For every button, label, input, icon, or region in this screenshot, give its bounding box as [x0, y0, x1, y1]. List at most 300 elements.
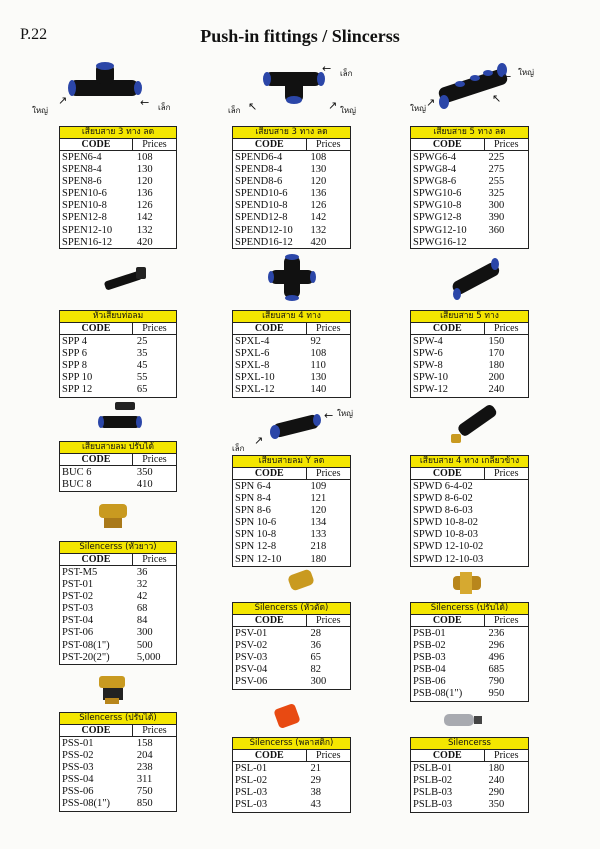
table-row — [411, 188, 528, 200]
table-title: Silencerss (หัวตัด) — [233, 603, 350, 615]
table-title: เสียบสาย 3 ทาง ลด — [60, 127, 176, 139]
product-price: 108 — [310, 348, 327, 360]
arrow-icon: ↗ — [58, 94, 68, 107]
table-row — [60, 212, 176, 224]
product-price: 36 — [136, 567, 148, 578]
product-code: PSS-02 — [62, 750, 94, 762]
product-code: SPP 6 — [62, 348, 88, 360]
product-price: 36 — [310, 640, 322, 652]
callout-small: เล็ก — [232, 444, 245, 453]
product-price: 410 — [136, 479, 153, 491]
table-row — [60, 188, 176, 200]
table-row — [233, 529, 350, 541]
arrow-icon: ↗ — [328, 99, 338, 112]
arrow-icon: ↗ — [426, 96, 436, 109]
product-price: 290 — [488, 787, 505, 799]
table-row — [233, 640, 350, 652]
product-price: 108 — [310, 152, 327, 163]
product-price: 420 — [310, 236, 327, 248]
manifold-image — [445, 252, 505, 306]
product-code: SPEND8-6 — [235, 176, 283, 188]
table-body — [411, 480, 528, 566]
table-row — [411, 640, 528, 652]
product-price: 238 — [136, 762, 153, 774]
product-price: 300 — [488, 200, 505, 212]
product-code: BUC 6 — [62, 467, 92, 478]
callout-big: ใหญ่ — [340, 106, 356, 115]
price-table — [410, 455, 529, 567]
product-price: 204 — [136, 750, 153, 762]
code-header: CODE — [233, 750, 307, 761]
table-title: เสียบสาย 4 ทาง เกลียวข้าง — [411, 456, 528, 468]
product-price — [486, 554, 528, 566]
product-price: 685 — [488, 664, 505, 676]
product-code: SPWG16-12 — [413, 236, 467, 248]
product-code: PST-20(2") — [62, 651, 110, 663]
table-row — [411, 384, 528, 396]
table-row — [411, 493, 528, 505]
table-row — [233, 554, 350, 566]
product-price: 140 — [310, 384, 327, 396]
prices-header: Prices — [494, 139, 519, 150]
product-code: SPEN12-10 — [62, 224, 113, 236]
table-header — [60, 554, 176, 566]
product-code: SPEND16-12 — [235, 236, 293, 248]
product-code: SPWD 12-10-03 — [413, 553, 484, 565]
product-price: 150 — [488, 336, 505, 347]
table-row — [60, 738, 176, 750]
product-price: 43 — [310, 799, 322, 811]
price-table — [232, 455, 351, 567]
product-code: PSV-02 — [235, 640, 268, 652]
price-table — [59, 126, 177, 249]
table-row — [60, 348, 176, 360]
product-price: 68 — [136, 603, 148, 615]
table-row — [233, 481, 350, 493]
product-price: 133 — [310, 529, 327, 541]
product-code: PSS-08(1") — [62, 798, 111, 810]
product-price: 120 — [310, 505, 327, 517]
product-code: SPEN10-6 — [62, 188, 107, 200]
table-row — [233, 799, 350, 811]
product-code: SPWG12-10 — [413, 224, 467, 236]
price-table — [410, 310, 529, 398]
code-header: CODE — [411, 615, 485, 626]
product-code: SPWD 6-4-02 — [413, 481, 473, 492]
table-header — [233, 139, 350, 151]
table-title: Silencerss (พลาสติก) — [233, 738, 350, 750]
prices-header: Prices — [142, 725, 167, 736]
product-code: SPN 10-8 — [235, 529, 277, 541]
table-row — [233, 676, 350, 688]
price-table — [410, 737, 529, 813]
product-price: 236 — [488, 628, 505, 639]
product-code: PSS-03 — [62, 762, 94, 774]
table-title: Silencerss (ปรับได้) — [60, 713, 176, 725]
product-price: 130 — [310, 164, 327, 176]
price-table — [59, 712, 177, 812]
product-price: 132 — [310, 224, 327, 236]
product-price: 132 — [136, 224, 153, 236]
product-code: SPWD 10-8-03 — [413, 529, 479, 541]
product-code: PSLB-01 — [413, 763, 453, 774]
table-row — [60, 627, 176, 639]
callout-big: ใหญ่ — [410, 104, 426, 113]
product-price: 42 — [136, 591, 148, 603]
product-code: PSV-03 — [235, 652, 268, 664]
product-price: 300 — [310, 676, 327, 688]
product-price: 38 — [310, 787, 322, 799]
prices-header: Prices — [316, 750, 341, 761]
product-code: SPWD 8-6-02 — [413, 493, 473, 505]
product-code: PSL-03 — [235, 799, 268, 811]
product-code: SPEND12-10 — [235, 224, 293, 236]
table-title: เสียบสาย 3 ทาง ลด — [233, 127, 350, 139]
product-price: 130 — [310, 372, 327, 384]
product-price: 180 — [488, 763, 505, 774]
prices-header: Prices — [142, 323, 167, 334]
product-code: SPXL-6 — [235, 348, 270, 360]
plug-image — [100, 262, 150, 296]
table-row — [233, 517, 350, 529]
table-row — [60, 567, 176, 579]
table-row — [233, 787, 350, 799]
table-body — [411, 335, 528, 396]
table-row — [60, 336, 176, 348]
table-row — [60, 603, 176, 615]
product-price: 29 — [310, 775, 322, 787]
product-code: PSS-06 — [62, 786, 94, 798]
product-price: 850 — [136, 798, 153, 810]
product-code: BUC 8 — [62, 479, 92, 491]
table-header — [60, 725, 176, 737]
product-code: PSB-02 — [413, 640, 446, 652]
table-title: เสียบสาย 5 ทาง — [411, 311, 528, 323]
table-row — [411, 517, 528, 529]
plastic-silencer-image — [270, 700, 306, 732]
table-row — [233, 505, 350, 517]
table-body — [411, 627, 528, 701]
product-price: 218 — [310, 541, 327, 553]
ball-valve-image — [95, 398, 145, 436]
code-header: CODE — [233, 468, 307, 479]
code-header: CODE — [233, 323, 307, 334]
product-price: 28 — [310, 628, 322, 639]
product-code: PSV-04 — [235, 664, 268, 676]
table-row — [233, 237, 350, 249]
prices-header: Prices — [316, 323, 341, 334]
table-row — [233, 360, 350, 372]
product-price: 126 — [136, 200, 153, 212]
table-header — [60, 139, 176, 151]
table-row — [411, 481, 528, 493]
product-code: SPEN16-12 — [62, 236, 113, 248]
table-row — [60, 360, 176, 372]
table-row — [411, 688, 528, 700]
table-row — [233, 164, 350, 176]
code-header: CODE — [411, 139, 485, 150]
code-header: CODE — [60, 454, 133, 465]
table-row — [411, 787, 528, 799]
prices-header: Prices — [316, 468, 341, 479]
table-row — [60, 152, 176, 164]
prices-header: Prices — [142, 454, 167, 465]
product-price: 500 — [136, 639, 153, 651]
table-row — [60, 164, 176, 176]
product-price: 790 — [488, 676, 505, 688]
product-code: SPN 8-6 — [235, 505, 271, 517]
product-code: SPWD 8-6-03 — [413, 505, 473, 517]
product-price: 134 — [310, 517, 327, 529]
table-header — [60, 323, 176, 335]
product-code: SPEN10-8 — [62, 200, 107, 212]
callout-big: ใหญ่ — [32, 106, 48, 115]
code-header: CODE — [233, 139, 307, 150]
table-row — [411, 164, 528, 176]
table-row — [411, 529, 528, 541]
table-title: เสียบสาย 5 ทาง ลด — [411, 127, 528, 139]
table-row — [411, 664, 528, 676]
product-code: SPN 12-10 — [235, 553, 282, 565]
product-price: 136 — [136, 188, 153, 200]
product-code: PSB-04 — [413, 664, 446, 676]
product-price: 170 — [488, 348, 505, 360]
table-row — [233, 372, 350, 384]
product-code: SPXL-12 — [235, 384, 275, 396]
table-row — [411, 176, 528, 188]
arrow-icon: ← — [140, 96, 150, 109]
price-table — [232, 126, 351, 249]
product-code: PST-04 — [62, 615, 94, 627]
brass-silencer-image — [95, 672, 131, 706]
table-header — [411, 139, 528, 151]
product-code: SPP 8 — [62, 360, 88, 372]
table-row — [411, 372, 528, 384]
callout-small: เล็ก — [340, 69, 353, 78]
table-body — [60, 466, 176, 491]
product-price: 420 — [136, 236, 153, 248]
price-table — [59, 310, 177, 398]
product-price: 55 — [136, 372, 148, 384]
product-code: SPP 12 — [62, 384, 93, 396]
product-code: SPN 6-4 — [235, 481, 271, 492]
product-price: 311 — [136, 774, 153, 786]
table-header — [233, 468, 350, 480]
prices-header: Prices — [142, 554, 167, 565]
product-code: SPEND6-4 — [235, 152, 283, 163]
product-price — [486, 505, 528, 517]
product-code: SPN 10-6 — [235, 517, 277, 529]
table-body — [60, 566, 176, 664]
product-price: 120 — [310, 176, 327, 188]
product-price: 136 — [310, 188, 327, 200]
table-row — [60, 762, 176, 774]
product-code: PSS-01 — [62, 738, 94, 749]
code-header: CODE — [60, 554, 133, 565]
table-row — [411, 336, 528, 348]
table-header — [233, 323, 350, 335]
table-row — [233, 763, 350, 775]
table-row — [411, 505, 528, 517]
brass-silencer-image — [95, 500, 131, 532]
table-title: เสียบสายลม ปรับได้ — [60, 442, 176, 454]
table-row — [233, 348, 350, 360]
product-price: 296 — [488, 640, 505, 652]
product-code: SPEND10-6 — [235, 188, 288, 200]
price-table — [410, 126, 529, 249]
product-code: SPWD 10-8-02 — [413, 517, 479, 529]
table-body — [60, 737, 176, 811]
product-price: 180 — [488, 360, 505, 372]
table-body — [60, 151, 176, 249]
table-title: หัวเสียบท่อลม — [60, 311, 176, 323]
table-header — [411, 468, 528, 480]
code-header: CODE — [411, 750, 485, 761]
prices-header: Prices — [494, 750, 519, 761]
table-row — [60, 640, 176, 652]
product-price: 350 — [488, 799, 505, 811]
arrow-icon: ↗ — [254, 434, 264, 447]
table-header — [233, 615, 350, 627]
table-row — [411, 676, 528, 688]
table-body — [233, 335, 350, 396]
prices-header: Prices — [316, 139, 341, 150]
table-row — [233, 493, 350, 505]
product-price — [486, 493, 528, 505]
table-row — [411, 360, 528, 372]
table-row — [411, 775, 528, 787]
table-title: Silencerss (ปรับได้) — [411, 603, 528, 615]
table-header — [411, 750, 528, 762]
product-price: 750 — [136, 786, 153, 798]
product-code: PSL-01 — [235, 763, 268, 774]
arrow-icon: ← — [502, 70, 512, 83]
table-row — [233, 212, 350, 224]
product-code: SPP 4 — [62, 336, 88, 347]
table-row — [60, 225, 176, 237]
table-title: Silencerss (หัวยาว) — [60, 542, 176, 554]
tee-fitting-image — [62, 60, 152, 110]
product-price: 325 — [488, 188, 505, 200]
product-price: 158 — [136, 738, 153, 749]
product-price: 65 — [310, 652, 322, 664]
product-price: 200 — [488, 372, 505, 384]
table-row — [60, 479, 176, 491]
brass-silencer-image — [285, 566, 319, 596]
product-code: SPEN8-4 — [62, 164, 102, 176]
product-price — [486, 481, 528, 493]
table-row — [233, 775, 350, 787]
product-code: SPWG12-8 — [413, 212, 462, 224]
product-price: 121 — [310, 493, 327, 505]
arrow-icon: ↖ — [248, 100, 258, 113]
product-code: SPWG10-8 — [413, 200, 462, 212]
product-price: 225 — [488, 152, 505, 163]
table-row — [411, 212, 528, 224]
product-code: SPWG8-6 — [413, 176, 457, 188]
manifold-image — [448, 398, 506, 448]
product-code: PSB-06 — [413, 676, 446, 688]
table-row — [60, 615, 176, 627]
arrow-icon: ← — [324, 409, 334, 422]
table-row — [233, 176, 350, 188]
table-row — [411, 763, 528, 775]
table-row — [60, 774, 176, 786]
product-price — [486, 541, 528, 553]
brass-silencer-image — [450, 568, 486, 598]
product-code: SPWG10-6 — [413, 188, 462, 200]
product-price: 142 — [136, 212, 153, 224]
product-code: SPP 10 — [62, 372, 93, 384]
table-row — [411, 799, 528, 811]
table-row — [411, 200, 528, 212]
product-price: 25 — [136, 336, 148, 347]
table-row — [411, 237, 528, 249]
product-code: SPEND10-8 — [235, 200, 288, 212]
product-code: SPN 12-8 — [235, 541, 277, 553]
table-row — [411, 225, 528, 237]
product-code: PST-08(1") — [62, 639, 110, 651]
product-code: PST-M5 — [62, 567, 98, 578]
table-row — [233, 152, 350, 164]
prices-header: Prices — [316, 615, 341, 626]
product-price: 5,000 — [136, 651, 161, 663]
table-row — [411, 152, 528, 164]
product-code: PST-01 — [62, 579, 94, 591]
table-body — [60, 335, 176, 396]
table-title: เสียบสาย 4 ทาง — [233, 311, 350, 323]
product-code: SPW-10 — [413, 372, 449, 384]
code-header: CODE — [60, 139, 133, 150]
table-body — [233, 151, 350, 249]
product-code: SPEN8-6 — [62, 176, 102, 188]
table-title: Silencerss — [411, 738, 528, 750]
y-fitting-image — [265, 405, 330, 447]
product-code: PSLB-02 — [413, 775, 453, 787]
table-row — [60, 591, 176, 603]
product-code: PSV-06 — [235, 676, 268, 688]
table-header — [411, 323, 528, 335]
price-table — [59, 541, 177, 665]
product-code: PSB-03 — [413, 652, 446, 664]
product-price: 350 — [136, 467, 153, 478]
product-code: PSB-01 — [413, 628, 446, 639]
table-row — [60, 237, 176, 249]
table-row — [60, 467, 176, 479]
product-code: PSB-08(1") — [413, 688, 463, 700]
page-title: Push-in fittings / Slincerss — [200, 26, 400, 46]
table-row — [233, 336, 350, 348]
product-code: SPXL-10 — [235, 372, 275, 384]
product-code: PSS-04 — [62, 774, 94, 786]
product-code: SPXL-4 — [235, 336, 270, 347]
product-code: SPW-4 — [413, 336, 443, 347]
cross-fitting-image — [262, 252, 322, 302]
table-row — [233, 664, 350, 676]
product-price: 950 — [488, 688, 505, 700]
product-price: 35 — [136, 348, 148, 360]
table-header — [233, 750, 350, 762]
product-price: 32 — [136, 579, 148, 591]
product-code: SPWD 12-10-02 — [413, 541, 484, 553]
product-code: SPEND8-4 — [235, 164, 283, 176]
table-row — [411, 652, 528, 664]
product-price — [486, 529, 528, 541]
table-title: เสียบสายลม Y ลด — [233, 456, 350, 468]
product-price: 142 — [310, 212, 327, 224]
callout-small: เล็ก — [158, 103, 171, 112]
product-code: SPEN12-8 — [62, 212, 107, 224]
